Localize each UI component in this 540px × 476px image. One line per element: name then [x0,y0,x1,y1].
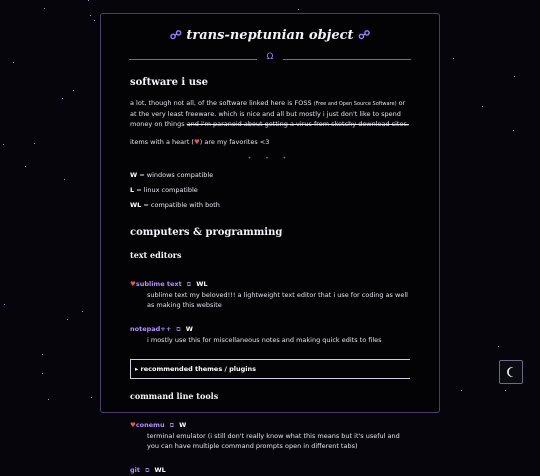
title-ornament-icon: ☍ [169,28,182,42]
list-item-notepad-plus-plus [130,316,410,345]
star [88,0,89,1]
heart-icon: ♥ [130,280,136,288]
item-description: terminal emulator (i still don't really know what this means but it's useful and you can have multiple command prompts open in different tabs) [147,432,400,450]
divider-line-right [283,59,411,60]
compat-tag: WL [154,466,166,474]
star [513,130,514,131]
page-content [101,77,439,476]
section-heading-software: software i use [130,77,208,88]
star [514,76,515,77]
star [298,9,299,10]
star [42,373,43,374]
sublime-text-link[interactable]: sublime text [135,280,182,288]
theme-toggle-button[interactable] [499,360,523,384]
site-title [101,28,439,43]
star [64,179,65,180]
favorites-note: items with a heart (♥) are my favorites <3 [130,138,270,146]
list-item-conemu [130,412,410,451]
star [482,106,483,107]
star [62,98,63,99]
site-title-text: trans-neptunian object [186,28,354,43]
foss-expansion: (Free and Open Source Software) [313,101,397,107]
conemu-link[interactable]: conemu [135,421,165,429]
content-panel [100,13,440,474]
list-item-git [130,457,410,476]
recommended-themes-toggle[interactable]: ▸ recommended themes / plugins [130,359,410,379]
star [48,399,49,400]
star [91,397,92,398]
heart-icon: ♥ [130,421,136,429]
star [13,62,14,63]
separator-dots: • • • [247,155,293,162]
external-link-icon: ⧉ [169,422,174,429]
star [94,20,95,21]
external-link-icon: ⧉ [145,467,150,474]
star [67,319,68,320]
divider-line-left [129,59,257,60]
compat-tag: W [179,421,187,429]
star [25,166,26,167]
git-link[interactable]: git [130,466,140,474]
compat-tag: W [185,325,193,333]
software-intro: a lot, though not all, of the software linked here is FOSS (Free and Open Source Software) or at the very least freeware. which is nice and all but mostly i just don't like to spend money on things and i'm paranoid about getting a virus from sketchy download sites. [130,99,409,128]
star [42,354,43,355]
notepad-plus-plus-link[interactable]: notepad++ [130,325,172,333]
item-description: i mostly use this for miscellaneous notes and making quick edits to files [147,336,382,344]
external-link-icon: ⧉ [186,281,192,288]
external-link-icon: ⧉ [176,326,181,333]
title-divider [129,52,411,63]
legend-linux: L = linux compatible [130,186,198,194]
title-ornament-icon: ☍ [358,28,371,42]
compat-tag: WL [196,280,208,288]
moon-icon [504,365,518,379]
star [90,15,91,16]
star [498,346,499,347]
section-heading-computers: computers & programming [130,227,283,238]
heart-icon: ♥ [193,138,200,146]
star [4,304,5,305]
star [3,144,4,145]
list-item-sublime-text [130,271,410,310]
item-description: sublime text my beloved!!! a lightweight text editor that i use for coding as well as making this website [147,291,408,309]
star [82,311,83,312]
subheading-command-line-tools: command line tools [130,391,219,401]
star [505,390,506,391]
star [73,90,74,91]
legend-both: WL = compatible with both [130,201,220,209]
star [44,8,45,9]
star [453,58,454,59]
omega-icon: Ω [266,52,274,62]
subheading-text-editors: text editors [130,250,182,260]
legend-windows: W = windows compatible [130,171,214,179]
strikethrough-text: and i'm paranoid about getting a virus from sketchy download sites. [186,120,409,128]
star [34,143,35,144]
star [461,390,462,391]
